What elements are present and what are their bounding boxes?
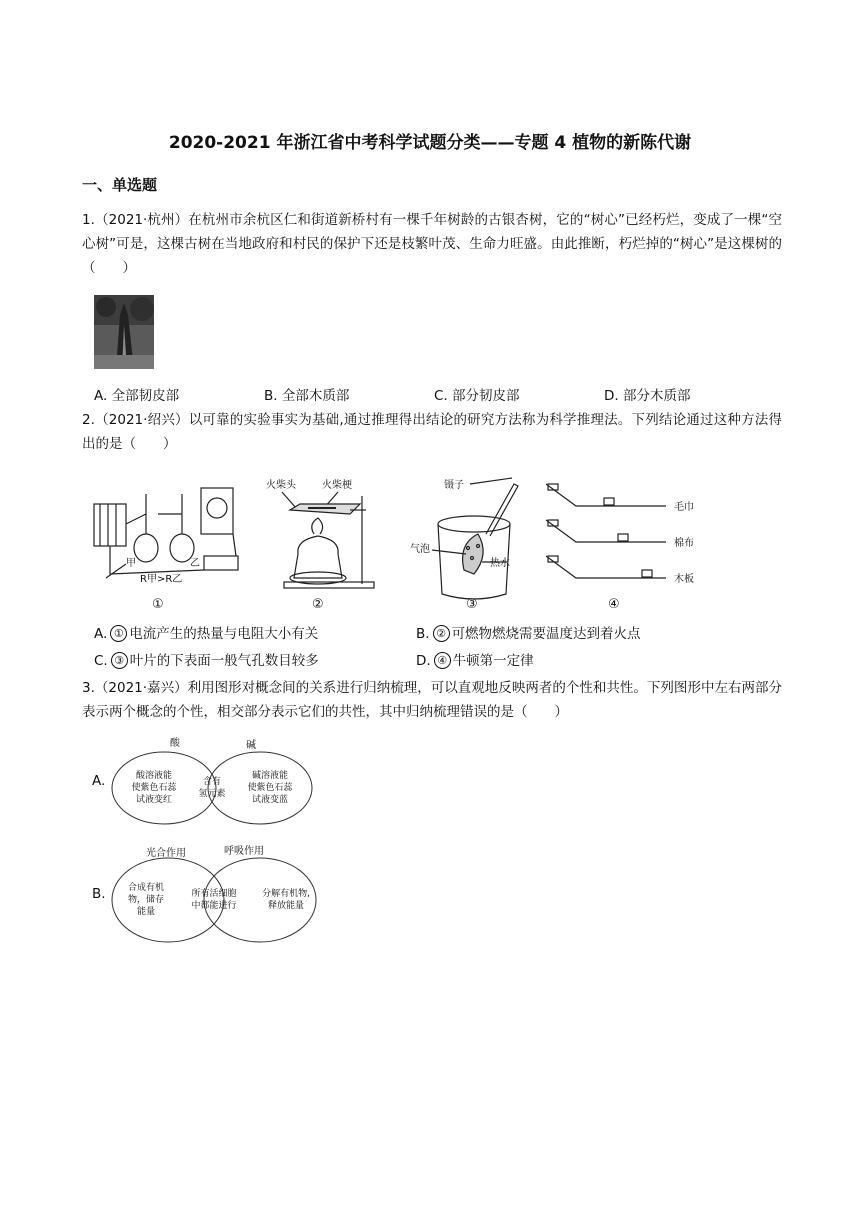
label-jia: 甲 <box>126 558 136 569</box>
label-hot-water: 热水 <box>490 558 510 569</box>
ginkgo-tree-photo <box>94 295 154 369</box>
leaf-figure <box>410 478 518 612</box>
svg-text:使紫色石蕊: 使紫色石蕊 <box>131 783 177 793</box>
svg-text:所有活细胞: 所有活细胞 <box>191 889 237 899</box>
label-tweezers: 镊子 <box>444 480 464 491</box>
venn-a-left-title: 酸 <box>170 738 180 749</box>
figure-number-3: ③ <box>466 597 478 612</box>
question-2-text: 2.（2021·绍兴）以可靠的实验事实为基础,通过推理得出结论的研究方法称为科学推理法。下列结论通过这种方法得出的是（ ） <box>82 412 782 452</box>
venn-diagram-acid-base <box>108 734 318 830</box>
q3-option-a-label[interactable]: A. <box>92 773 106 789</box>
q2-option-c[interactable]: C. ③ 叶片的下表面一般气孔数目较多 <box>94 653 319 669</box>
svg-text:分解有机物,: 分解有机物, <box>262 889 310 899</box>
svg-text:酸溶液能: 酸溶液能 <box>135 771 173 781</box>
q2-option-d[interactable]: D. ④ 牛顿第一定律 <box>416 653 534 669</box>
page-title: 2020-2021 年浙江省中考科学试题分类——专题 4 植物的新陈代谢 <box>168 133 692 153</box>
svg-text:氢元素: 氢元素 <box>198 789 226 799</box>
label-match-stick: 火柴梗 <box>322 480 352 491</box>
venn-b-left-title: 光合作用 <box>146 848 186 859</box>
q1-option-c[interactable]: C. 部分韧皮部 <box>434 388 520 404</box>
label-resistance: R甲>R乙 <box>140 574 183 585</box>
experiment-figures <box>86 474 706 614</box>
svg-text:物，储存: 物，储存 <box>127 895 165 905</box>
q1-option-b[interactable]: B. 全部木质部 <box>264 388 350 404</box>
label-cotton: 棉布 <box>674 538 694 549</box>
q2-option-a[interactable]: A. ① 电流产生的热量与电阻大小有关 <box>94 626 319 642</box>
q1-option-a[interactable]: A. 全部韧皮部 <box>94 388 180 404</box>
svg-text:碱溶液能: 碱溶液能 <box>251 771 289 781</box>
ramp-figure <box>546 484 694 612</box>
svg-text:试液变红: 试液变红 <box>135 795 173 805</box>
venn-b-right-title: 呼吸作用 <box>224 846 264 857</box>
question-1-text: 1.（2021·杭州）在杭州市余杭区仁和街道新桥村有一棵千年树龄的古银杏树，它的“树心”已经朽烂，变成了一棵“空心树”可是，这棵古树在当地政府和村民的保护下还是枝繁叶茂、生命力旺盛。由此推断，朽烂掉的“树心”是这棵树的（ ） <box>82 212 782 276</box>
label-yi: 乙 <box>190 558 200 569</box>
q3-option-b-label[interactable]: B. <box>92 886 106 902</box>
figure-number-2: ② <box>312 597 324 612</box>
svg-text:含有: 含有 <box>202 777 222 787</box>
svg-text:试液变蓝: 试液变蓝 <box>251 795 289 805</box>
figure-number-1: ① <box>152 597 164 612</box>
venn-a-right-title: 碱 <box>246 740 256 751</box>
q2-option-b[interactable]: B. ② 可燃物燃烧需要温度达到着火点 <box>416 626 641 642</box>
label-board: 木板 <box>674 574 694 585</box>
svg-text:合成有机: 合成有机 <box>127 883 165 893</box>
svg-text:释放能量: 释放能量 <box>267 901 305 911</box>
label-towel: 毛巾 <box>674 502 694 513</box>
label-bubbles: 气泡 <box>410 544 430 555</box>
venn-diagram-photosynthesis-respiration <box>108 840 320 946</box>
circuit-figure <box>94 488 238 612</box>
svg-text:中都能进行: 中都能进行 <box>191 901 237 911</box>
section-heading: 一、单选题 <box>82 176 158 194</box>
label-match-head: 火柴头 <box>266 480 296 491</box>
question-3-text: 3.（2021·嘉兴）利用图形对概念间的关系进行归纳梳理，可以直观地反映两者的个性和共性。下列图形中左右两部分表示两个概念的个性，相交部分表示它们的共性，其中归纳梳理错误的是（ ） <box>82 680 782 720</box>
svg-text:能量: 能量 <box>136 907 156 917</box>
figure-number-4: ④ <box>608 597 620 612</box>
q1-option-d[interactable]: D. 部分木质部 <box>604 388 691 404</box>
svg-text:使紫色石蕊: 使紫色石蕊 <box>247 783 293 793</box>
match-figure <box>266 478 374 612</box>
